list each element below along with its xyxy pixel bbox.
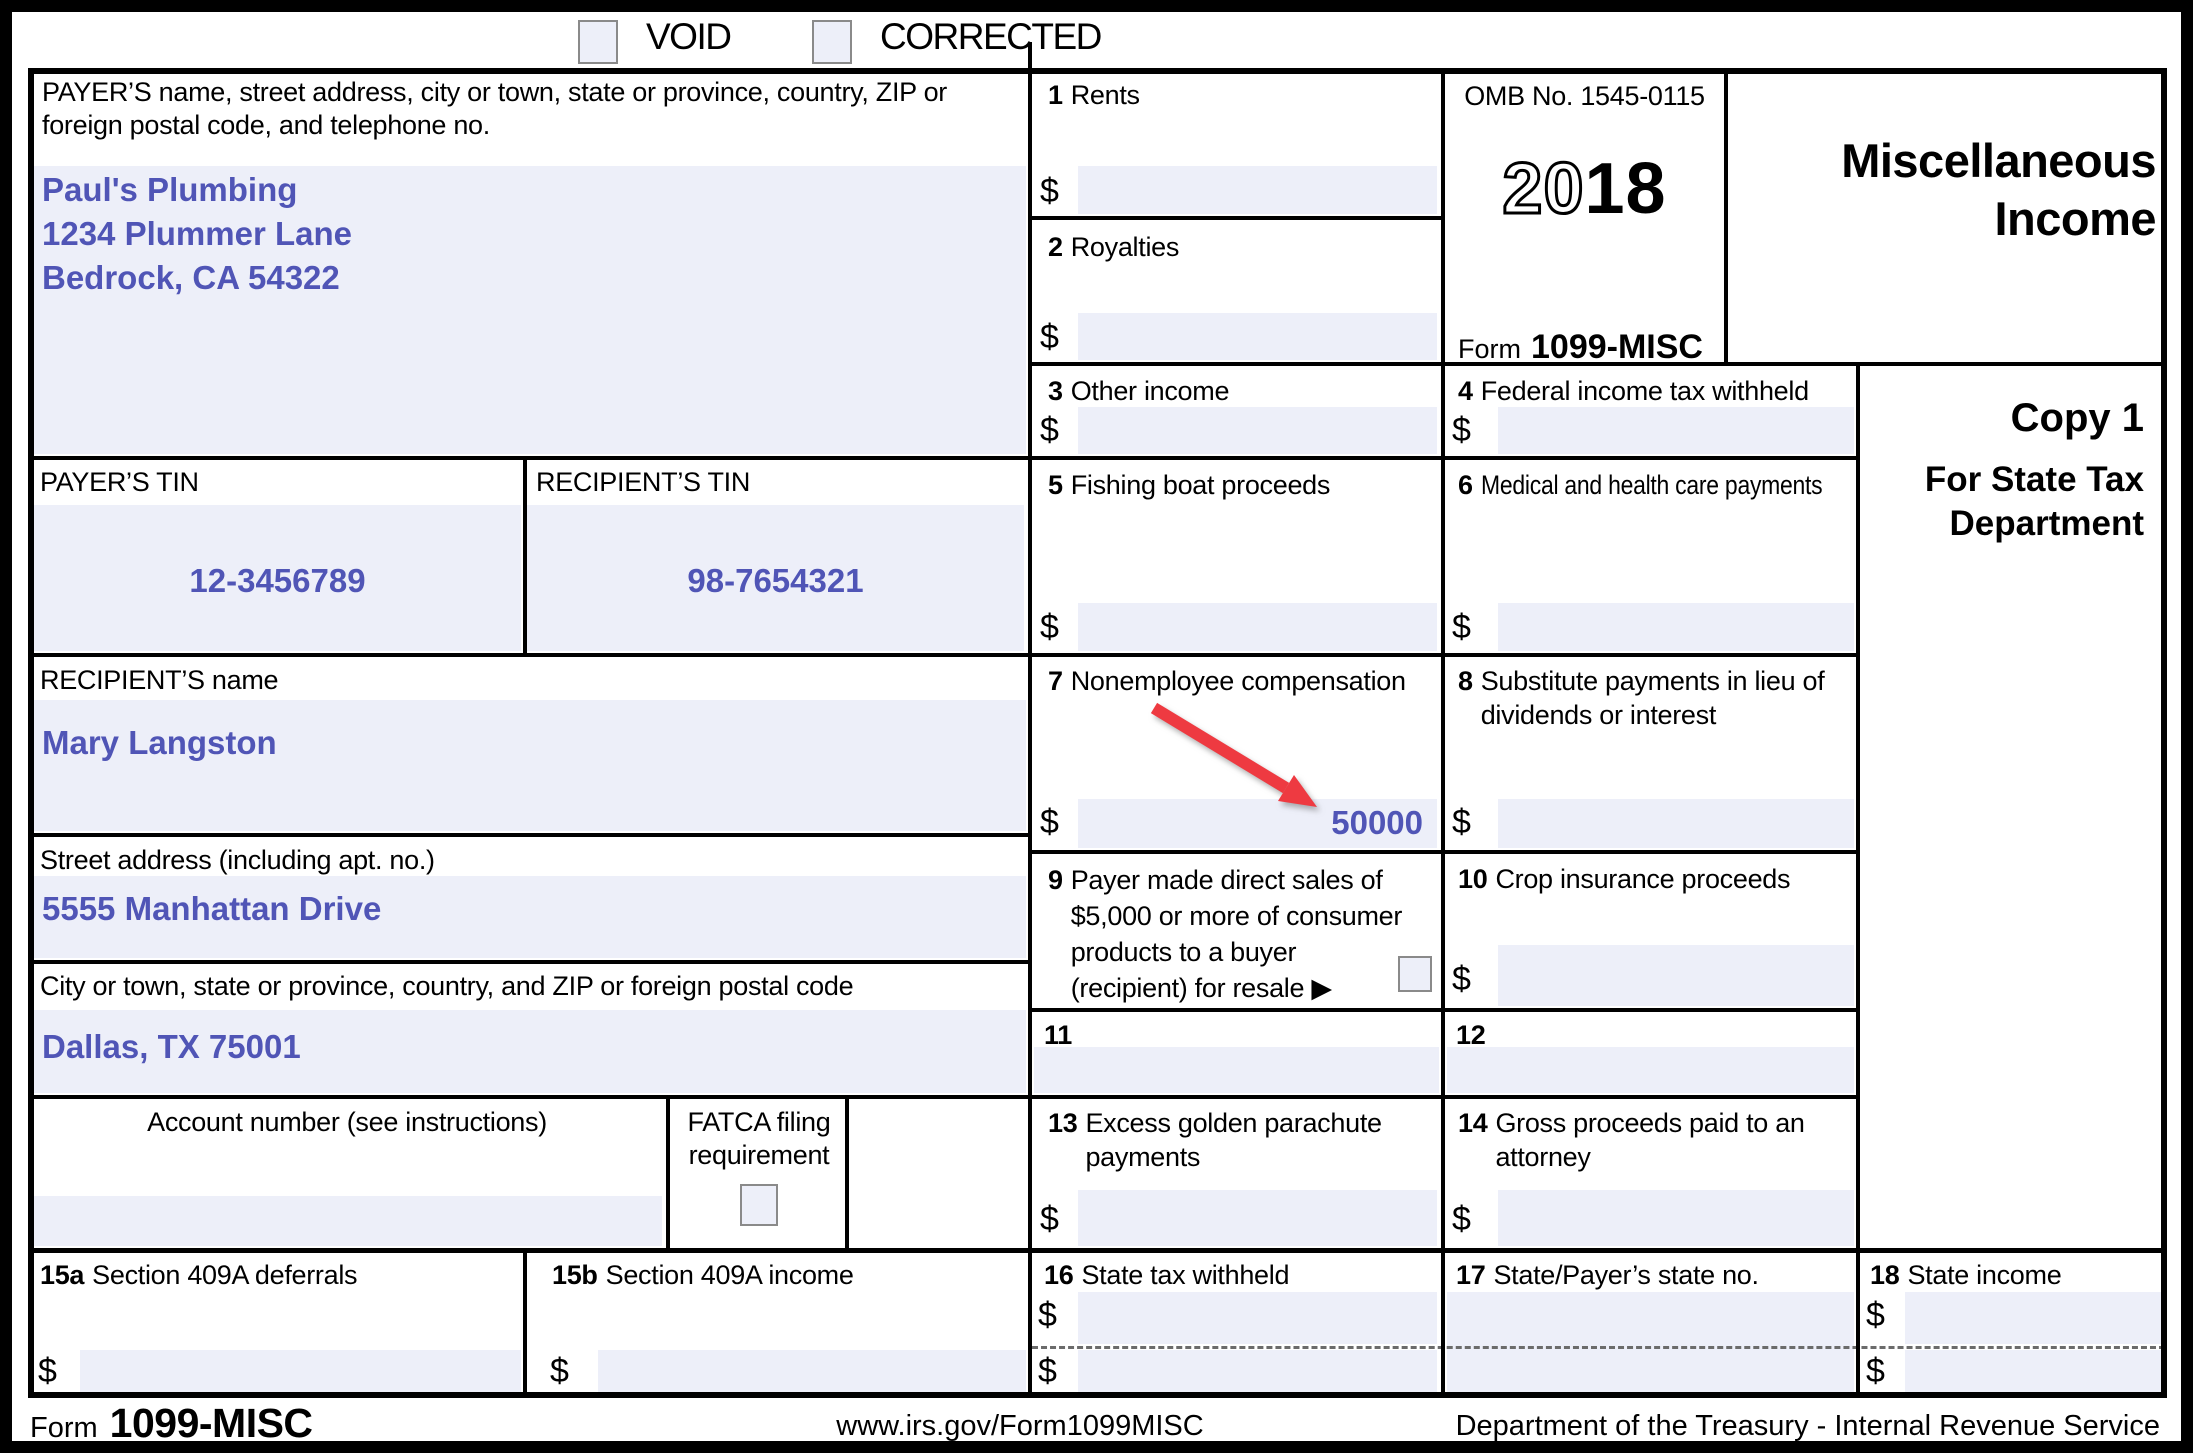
box16-dollar-sign-top: $: [1038, 1296, 1057, 1334]
box2-dollar-sign: $: [1040, 318, 1059, 356]
box18-dollar-sign-top: $: [1866, 1296, 1885, 1334]
form-number-block: [1458, 328, 1703, 367]
box12-number: 12: [1456, 1020, 1486, 1050]
box16-label: State tax withheld: [1081, 1260, 1290, 1290]
grid-line: [1441, 68, 1445, 1398]
box14-number: 14: [1458, 1108, 1488, 1138]
corrected-label: CORRECTED: [880, 16, 1101, 57]
box14-dollar-sign: $: [1452, 1200, 1471, 1238]
box17-number: 17: [1456, 1260, 1486, 1290]
tax-year-right: 18: [1584, 149, 1667, 229]
box4-number: 4: [1458, 376, 1473, 406]
recipient-city-label: City or town, state or province, country, and ZIP or foreign postal code: [40, 971, 854, 1001]
box2-label: Royalties: [1070, 232, 1180, 262]
grid-line: [523, 458, 527, 655]
void-checkbox[interactable]: [578, 20, 618, 64]
void-label: VOID: [646, 16, 731, 57]
box7-dollar-sign: $: [1040, 803, 1059, 841]
box7-label: Nonemployee compensation: [1070, 666, 1406, 696]
box5-label: Fishing boat proceeds: [1070, 470, 1331, 500]
box8-label: Substitute payments in lieu of dividends or interest: [1480, 666, 1825, 730]
tax-year-left: 20: [1502, 149, 1585, 229]
box9-resale-checkbox[interactable]: [1398, 956, 1432, 992]
fatca-checkbox[interactable]: [740, 1184, 778, 1226]
box10-number: 10: [1458, 864, 1488, 894]
recipient-name-label: RECIPIENT’S name: [40, 665, 279, 695]
footer-url[interactable]: www.irs.gov/Form1099MISC: [836, 1410, 1204, 1442]
grid-line: [523, 1250, 527, 1398]
box14-label: Gross proceeds paid to an attorney: [1495, 1108, 1805, 1172]
payer-tin-value: 12-3456789: [189, 562, 366, 599]
omb-number: OMB No. 1545-0115: [1464, 81, 1705, 111]
recipient-tin-label: RECIPIENT’S TIN: [536, 467, 751, 497]
grid-line: [28, 653, 1858, 657]
payer-info-value: [42, 168, 352, 300]
grid-line: [28, 456, 1858, 460]
box17-label: State/Payer’s state no.: [1493, 1260, 1759, 1290]
grid-line: [666, 1097, 670, 1250]
grid-line: [1030, 850, 1858, 854]
grid-line: [28, 1248, 2167, 1253]
box3-label: Other income: [1070, 376, 1230, 406]
form-number-prefix: Form: [1458, 334, 1521, 364]
footer-form-number: 1099-MISC: [109, 1400, 313, 1446]
grid-line: [28, 1095, 1858, 1099]
tax-year: [1443, 148, 1726, 230]
footer-form-number-block: [30, 1400, 313, 1447]
box3-number: 3: [1048, 376, 1063, 406]
box1-number: 1: [1048, 80, 1063, 110]
recipient-name-value: Mary Langston: [42, 724, 277, 761]
box9-number: 9: [1048, 865, 1063, 895]
recipient-city-value: Dallas, TX 75001: [42, 1028, 301, 1065]
box15a-label: Section 409A deferrals: [92, 1260, 358, 1290]
box8-dollar-sign: $: [1452, 803, 1471, 841]
corrected-checkbox[interactable]: [812, 20, 852, 64]
box5-dollar-sign: $: [1040, 608, 1059, 646]
box13-number: 13: [1048, 1108, 1078, 1138]
form-number: 1099-MISC: [1531, 328, 1703, 366]
box10-dollar-sign: $: [1452, 960, 1471, 998]
box7-number: 7: [1048, 666, 1063, 696]
box18-label: State income: [1907, 1260, 2062, 1290]
grid-line: [1030, 1008, 1858, 1012]
box5-number: 5: [1048, 470, 1063, 500]
box9-label: Payer made direct sales of $5,000 or more of consumer products to a buyer (recipient) for resale ▶: [1070, 865, 1403, 1003]
box2-number: 2: [1048, 232, 1063, 262]
payer-info-label: PAYER’S name, street address, city or town, state or province, country, ZIP or foreign postal code, and telephone no.: [42, 77, 947, 140]
footer-form-prefix: Form: [30, 1412, 98, 1444]
box1-label: Rents: [1070, 80, 1140, 110]
box13-dollar-sign: $: [1040, 1200, 1059, 1238]
recipient-tin-value: 98-7654321: [687, 562, 864, 599]
recipient-street-value: 5555 Manhattan Drive: [42, 890, 382, 927]
box6-number: 6: [1458, 470, 1473, 500]
copy-label: Copy 1: [2010, 396, 2144, 440]
grid-line: [1030, 216, 1443, 220]
box15b-label: Section 409A income: [605, 1260, 854, 1290]
box18-dollar-sign-bottom: $: [1866, 1352, 1885, 1390]
box15b-number: 15b: [552, 1260, 598, 1290]
payer-street: 1234 Plummer Lane: [42, 215, 352, 252]
box1-dollar-sign: $: [1040, 172, 1059, 210]
box16-number: 16: [1044, 1260, 1074, 1290]
grid-line: [1028, 42, 1032, 1398]
account-number-label: Account number (see instructions): [147, 1107, 547, 1137]
fatca-label: FATCA filing requirement: [687, 1107, 831, 1170]
box6-label: Medical and health care payments: [1480, 470, 1823, 500]
box15a-dollar-sign: $: [38, 1352, 57, 1390]
box4-label: Federal income tax withheld: [1480, 376, 1809, 406]
copy-for-label: For State Tax Department: [1924, 460, 2144, 543]
payer-name: Paul's Plumbing: [42, 171, 298, 208]
box4-dollar-sign: $: [1452, 411, 1471, 449]
box13-label: Excess golden parachute payments: [1085, 1108, 1382, 1172]
form-title: Miscellaneous Income: [1841, 134, 2156, 245]
box18-number: 18: [1870, 1260, 1900, 1290]
annotation-arrow-icon: [1140, 698, 1340, 823]
grid-line: [845, 1097, 849, 1250]
grid-line: [28, 960, 1030, 964]
box16-dollar-sign-bottom: $: [1038, 1352, 1057, 1390]
box7-value: 50000: [1331, 804, 1423, 841]
box10-label: Crop insurance proceeds: [1495, 864, 1791, 894]
recipient-street-label: Street address (including apt. no.): [40, 845, 435, 875]
payer-tin-label: PAYER’S TIN: [40, 467, 199, 497]
footer-agency: Department of the Treasury - Internal Revenue Service: [1455, 1410, 2160, 1442]
box3-dollar-sign: $: [1040, 411, 1059, 449]
box6-dollar-sign: $: [1452, 608, 1471, 646]
box15a-number: 15a: [40, 1260, 85, 1290]
box11-number: 11: [1044, 1020, 1072, 1050]
payer-city: Bedrock, CA 54322: [42, 259, 340, 296]
box8-number: 8: [1458, 666, 1473, 696]
grid-line: [28, 833, 1030, 837]
box15b-dollar-sign: $: [550, 1352, 569, 1390]
